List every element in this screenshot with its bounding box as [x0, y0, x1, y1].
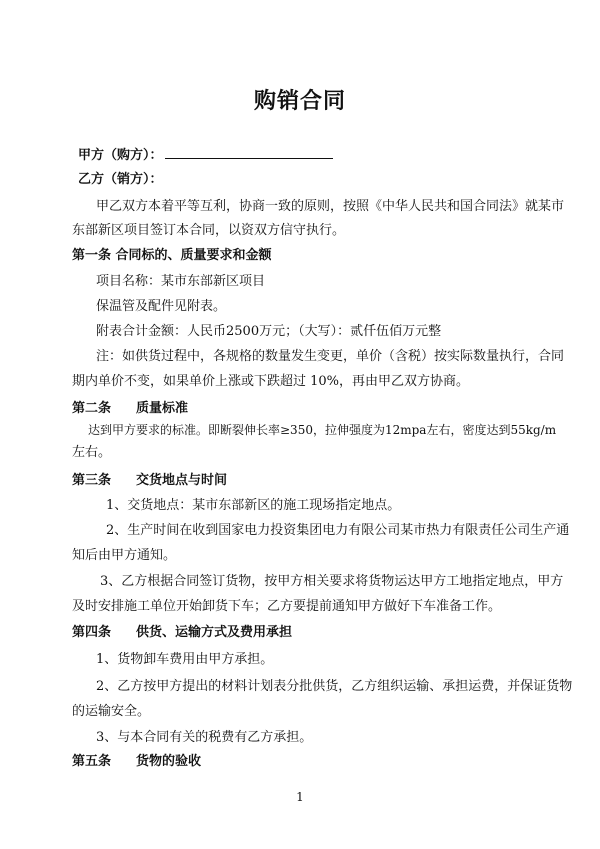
article3-title: 交货地点与时间 [136, 473, 228, 488]
article4-number: 第四条 [72, 625, 112, 640]
intro-line-2: 东部新区项目签订本合同，以资双方信守执行。 [72, 223, 346, 238]
party-a-blank-line [165, 146, 333, 159]
article2-title: 质量标准 [136, 401, 189, 416]
page-title: 购销合同 [253, 89, 346, 114]
article4-title: 供货、运输方式及费用承担 [136, 625, 293, 640]
party-b-row [78, 171, 163, 189]
article1-line-4: 注：如供货过程中，各规格的数量发生变更，单价（含税）按实际数量执行，合同 [96, 349, 565, 364]
article1-line-2: 保温管及配件见附表。 [96, 299, 227, 314]
article2-line-1: 达到甲方要求的标准。即断裂伸长率≥350，拉伸强度为12mpa左右，密度达到55kg/m [88, 423, 557, 437]
article3-line-2: 2、生产时间在收到国家电力投资集团电力有限公司某市热力有限责任公司生产通 [106, 523, 570, 538]
article1-heading: 第一条 合同标的、质量要求和金额 [72, 248, 272, 263]
article2-heading [72, 400, 188, 418]
article2-number: 第二条 [72, 401, 112, 416]
article1-line-3: 附表合计金额：人民币2500万元；（大写）：贰仟伍佰万元整 [96, 324, 442, 339]
article3-line-3: 知后由甲方通知。 [72, 548, 177, 563]
article3-line-4: 3、乙方根据合同签订货物，按甲方相关要求将货物运达甲方工地指定地点，甲方 [100, 574, 564, 589]
article4-line-2: 2、乙方按甲方提出的材料计划表分批供货，乙方组织运输、承担运费，并保证货物 [96, 679, 573, 694]
party-a-label: 甲方（购方）： [78, 148, 163, 163]
article5-heading [72, 753, 201, 771]
article5-title: 货物的验收 [136, 754, 202, 769]
article3-line-5: 及时安排施工单位开始卸货下车；乙方要提前通知甲方做好下车准备工作。 [72, 599, 502, 614]
intro-line-1: 甲乙双方本着平等互利，协商一致的原则，按照《中华人民共和国合同法》就某市 [96, 199, 565, 214]
article3-number: 第三条 [72, 473, 112, 488]
article4-line-3: 的运输安全。 [72, 704, 151, 719]
article2-line-2: 左右。 [72, 445, 112, 460]
party-a-row [78, 146, 333, 165]
article3-heading [72, 472, 227, 490]
article3-line-1: 1、交货地点：某市东部新区的施工现场指定地点。 [106, 498, 401, 513]
page-number: 1 [296, 790, 304, 804]
article4-line-4: 3、与本合同有关的税费有乙方承担。 [96, 730, 313, 745]
article1-line-1: 项目名称：某市东部新区项目 [96, 274, 266, 289]
article4-heading [72, 624, 292, 642]
party-b-label: 乙方（销方）： [78, 172, 163, 187]
article5-number: 第五条 [72, 754, 112, 769]
article4-line-1: 1、货物卸车费用由甲方承担。 [96, 652, 274, 667]
article1-line-5: 期内单价不变，如果单价上涨或下跌超过 10%，再由甲乙双方协商。 [72, 374, 470, 389]
